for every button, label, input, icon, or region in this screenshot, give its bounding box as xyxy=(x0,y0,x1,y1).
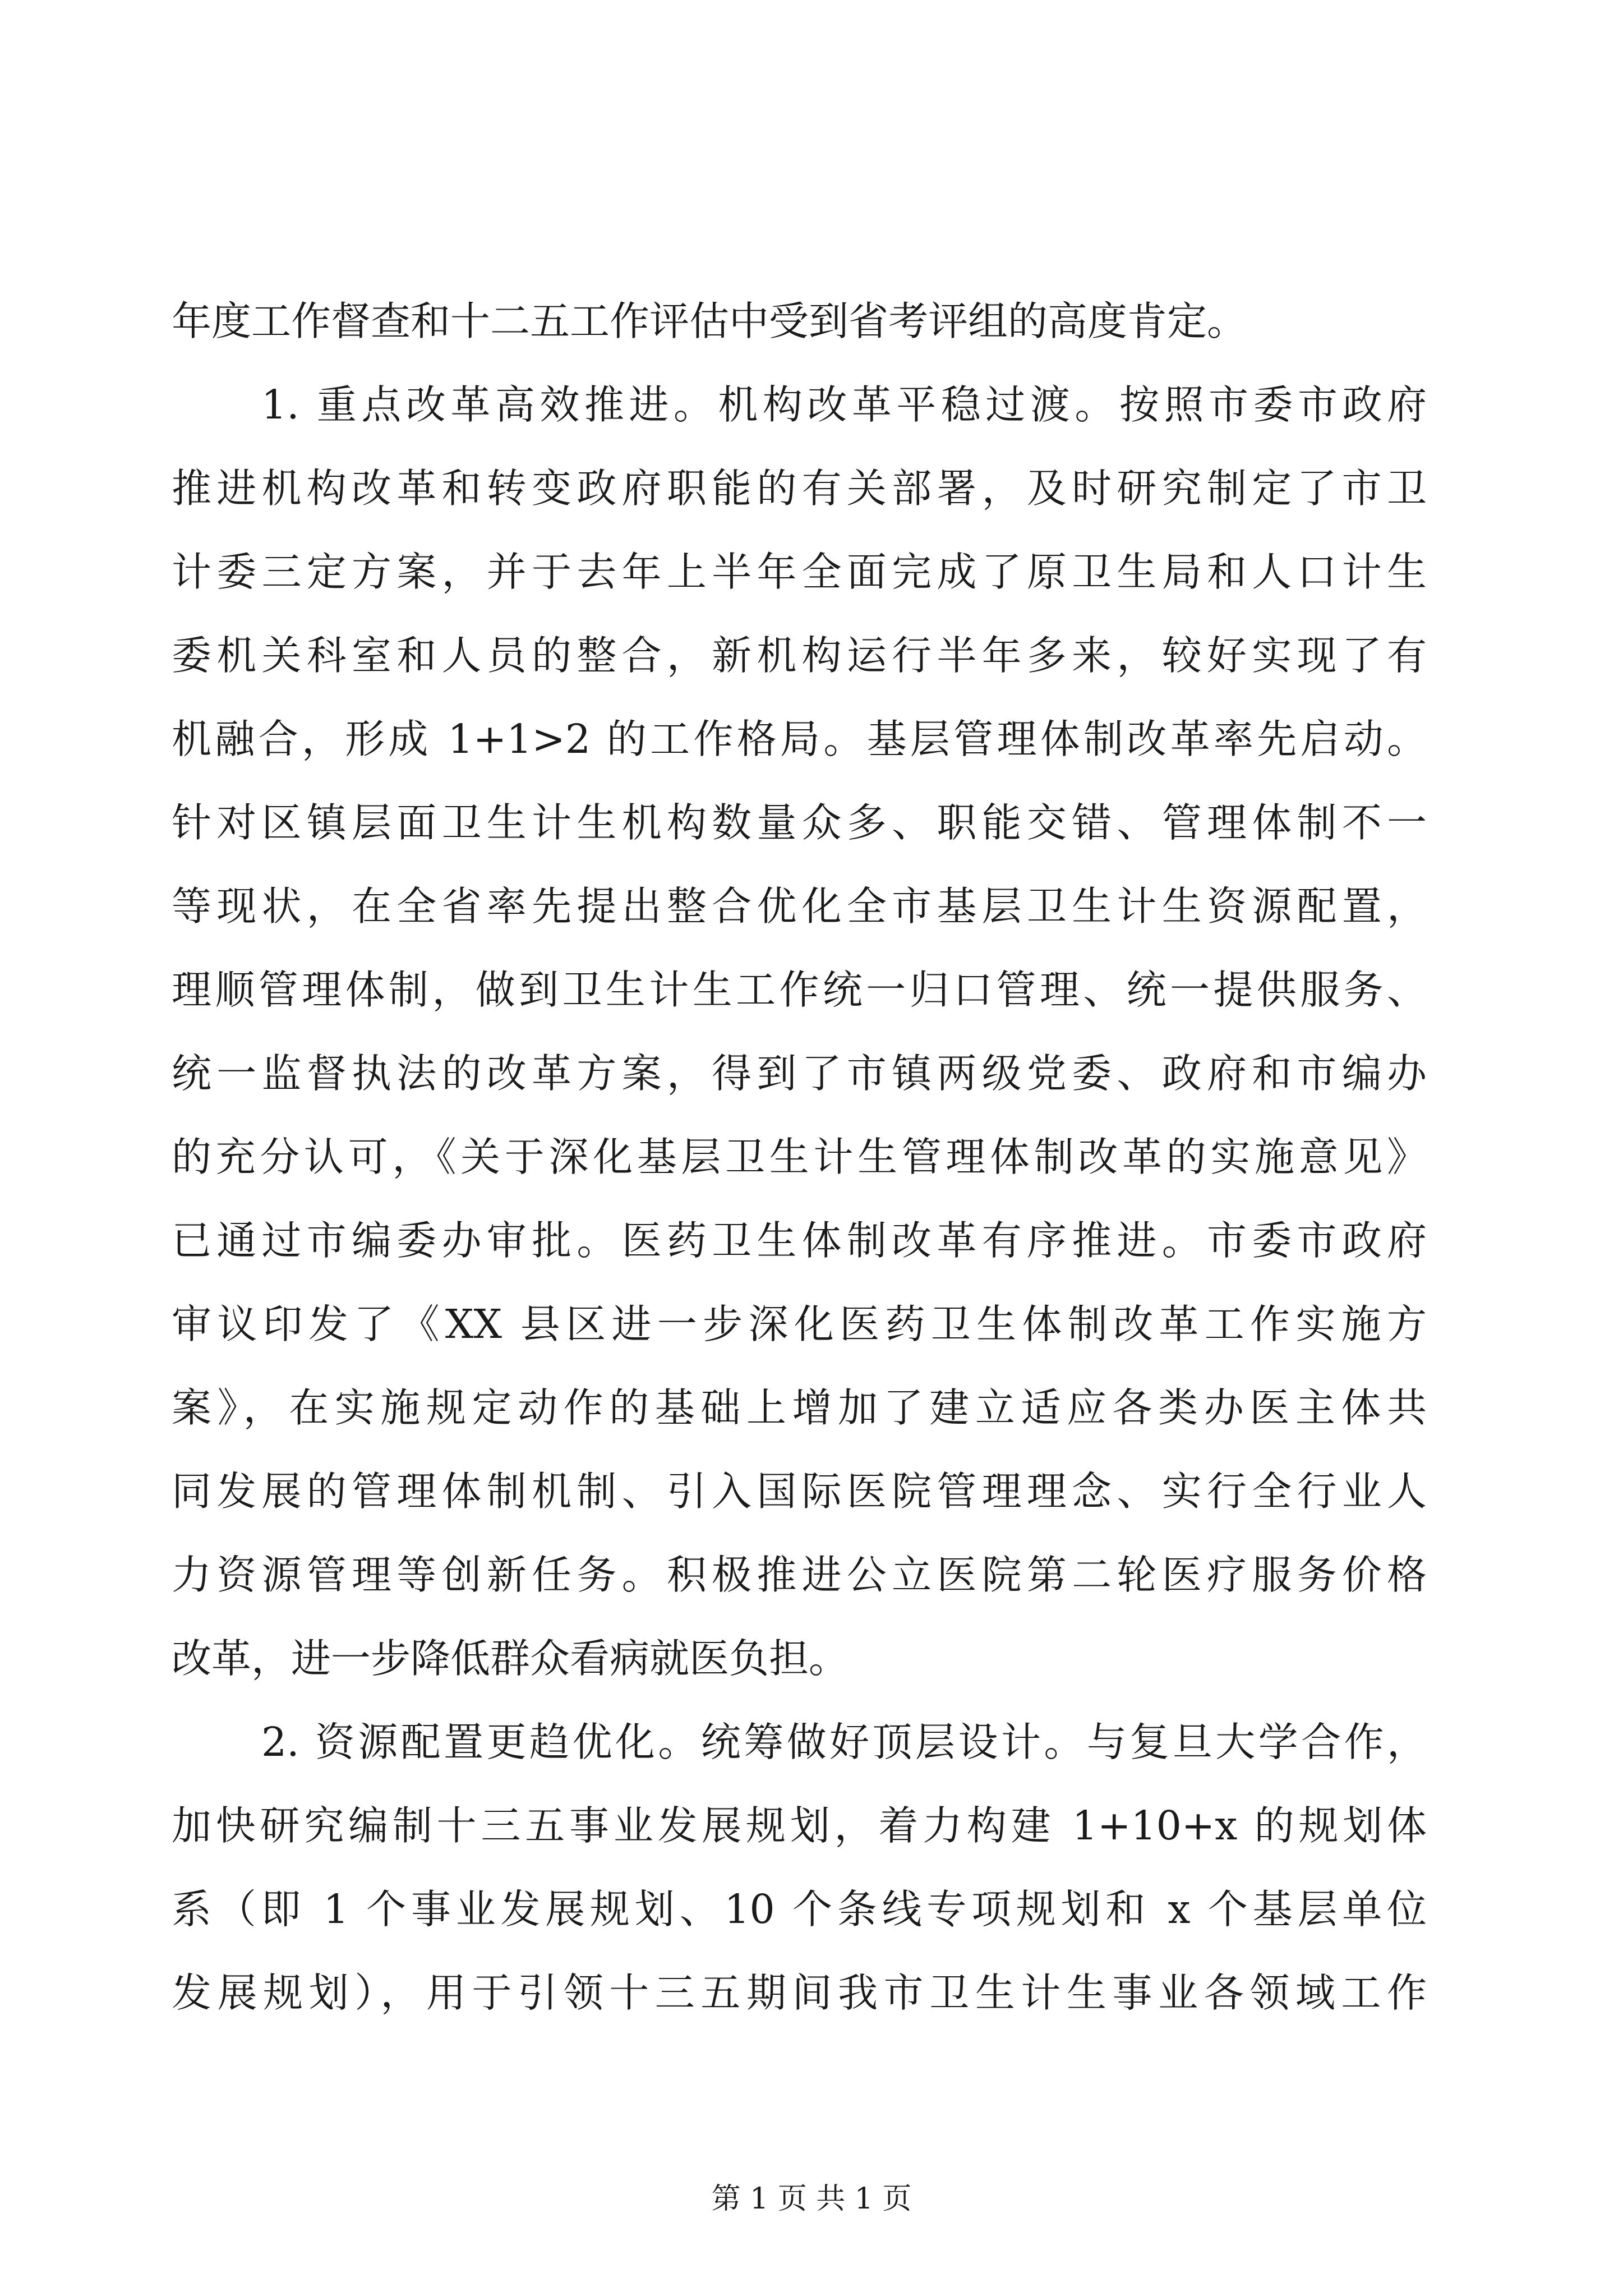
paragraph-line: 已通过市编委办审批。医药卫生体制改革有序推进。市委市政府 xyxy=(172,1217,1427,1264)
paragraph-line: 理顺管理体制，做到卫生计生工作统一归口管理、统一提供服务、 xyxy=(172,967,1427,1013)
paragraph-line: 计委三定方案，并于去年上半年全面完成了原卫生局和人口计生 xyxy=(172,549,1427,595)
paragraph-line: 的充分认可，《关于深化基层卫生计生管理体制改革的实施意见》 xyxy=(172,1134,1427,1180)
paragraph-line: 系（即 1 个事业发展规划、10 个条线专项规划和 x 个基层单位 xyxy=(172,1886,1427,1932)
paragraph-line: 推进机构改革和转变政府职能的有关部署，及时研究制定了市卫 xyxy=(172,465,1427,512)
paragraph-line: 发展规划），用于引领十三五期间我市卫生计生事业各领域工作 xyxy=(172,1970,1427,2016)
paragraph-line: 改革，进一步降低群众看病就医负担。 xyxy=(172,1635,849,1682)
paragraph-line: 同发展的管理体制机制、引入国际医院管理理念、实行全行业人 xyxy=(172,1468,1427,1515)
paragraph-line: 等现状，在全省率先提出整合优化全市基层卫生计生资源配置， xyxy=(172,883,1427,930)
paragraph-line: 2. 资源配置更趋优化。统筹做好顶层设计。与复旦大学合作， xyxy=(261,1719,1427,1765)
paragraph-line: 委机关科室和人员的整合，新机构运行半年多来，较好实现了有 xyxy=(172,632,1427,679)
paragraph-line: 机融合，形成 1+1>2 的工作格局。基层管理体制改革率先启动。 xyxy=(172,716,1427,762)
paragraph-line: 案》，在实施规定动作的基础上增加了建立适应各类办医主体共 xyxy=(172,1384,1427,1431)
paragraph-line: 统一监督执法的改革方案，得到了市镇两级党委、政府和市编办 xyxy=(172,1050,1427,1097)
paragraph-line: 加快研究编制十三五事业发展规划，着力构建 1+10+x 的规划体 xyxy=(172,1802,1427,1849)
page-footer: 第 1 页 共 1 页 xyxy=(711,2182,912,2216)
paragraph-line: 针对区镇层面卫生计生机构数量众多、职能交错、管理体制不一 xyxy=(172,799,1427,846)
paragraph-line: 审议印发了《XX 县区进一步深化医药卫生体制改革工作实施方 xyxy=(172,1301,1427,1347)
paragraph-line: 年度工作督查和十二五工作评估中受到省考评组的高度肯定。 xyxy=(172,298,1247,344)
paragraph-line: 力资源管理等创新任务。积极推进公立医院第二轮医疗服务价格 xyxy=(172,1552,1427,1598)
paragraph-line: 1. 重点改革高效推进。机构改革平稳过渡。按照市委市政府 xyxy=(261,381,1427,428)
